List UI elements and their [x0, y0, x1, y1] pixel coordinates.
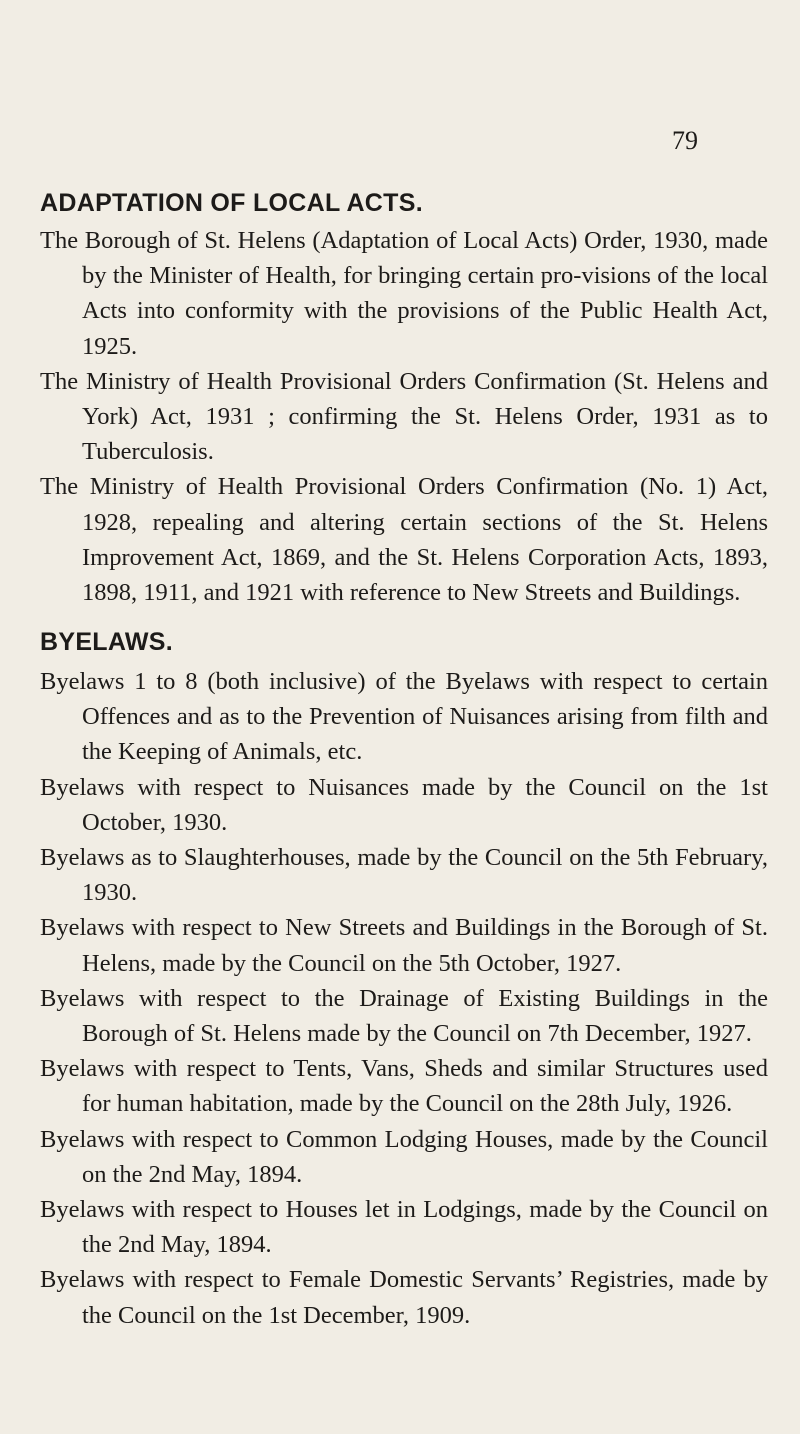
section-heading-adaptation: ADAPTATION OF LOCAL ACTS.	[40, 189, 423, 217]
list-item: The Ministry of Health Provisional Orders Confirmation (St. Helens and York) Act, 1931 ; confirming the St. Helens Order, 1931 as to Tuberculosis.	[40, 367, 768, 466]
list-item: Byelaws with respect to Nuisances made by the Council on the 1st October, 1930.	[40, 773, 768, 836]
list-item: The Borough of St. Helens (Adaptation of Local Acts) Order, 1930, made by the Minister of Health, for bringing certain pro-visions of the local Acts into conformity with the provisions of the Public Health Act, 1925.	[40, 227, 768, 360]
list-item: The Ministry of Health Provisional Orders Confirmation (No. 1) Act, 1928, repealing and altering certain sections of the St. Helens Improvement Act, 1869, and the St. Helens Corporation Acts, 1893, 1898, 1911, and 1921 with reference to New Streets and Buildings.	[40, 473, 768, 607]
list-item: Byelaws with respect to New Streets and Buildings in the Borough of St. Helens, made by the Council on the 5th October, 1927.	[40, 914, 768, 977]
page-number: 79	[672, 126, 698, 155]
list-item: Byelaws with respect to Houses let in Lodgings, made by the Council on the 2nd May, 1894.	[40, 1196, 768, 1259]
list-item: Byelaws 1 to 8 (both inclusive) of the Byelaws with respect to certain Offences and as to the Prevention of Nuisances arising from filth and the Keeping of Animals, etc.	[40, 668, 768, 766]
list-item: Byelaws with respect to Tents, Vans, Sheds and similar Structures used for human habitation, made by the Council on the 28th July, 1926.	[40, 1055, 768, 1118]
byelaws-entries-list	[40, 664, 768, 1333]
list-item: Byelaws with respect to Common Lodging Houses, made by the Council on the 2nd May, 1894.	[40, 1125, 768, 1188]
section-heading-byelaws: BYELAWS.	[40, 628, 173, 656]
list-item: Byelaws with respect to Female Domestic Servants’ Registries, made by the Council on the 1st December, 1909.	[40, 1266, 768, 1329]
list-item: Byelaws with respect to the Drainage of Existing Buildings in the Borough of St. Helens made by the Council on 7th December, 1927.	[40, 984, 768, 1048]
list-item: Byelaws as to Slaughterhouses, made by the Council on the 5th February, 1930.	[40, 844, 768, 907]
adaptation-entries-list	[40, 223, 768, 610]
